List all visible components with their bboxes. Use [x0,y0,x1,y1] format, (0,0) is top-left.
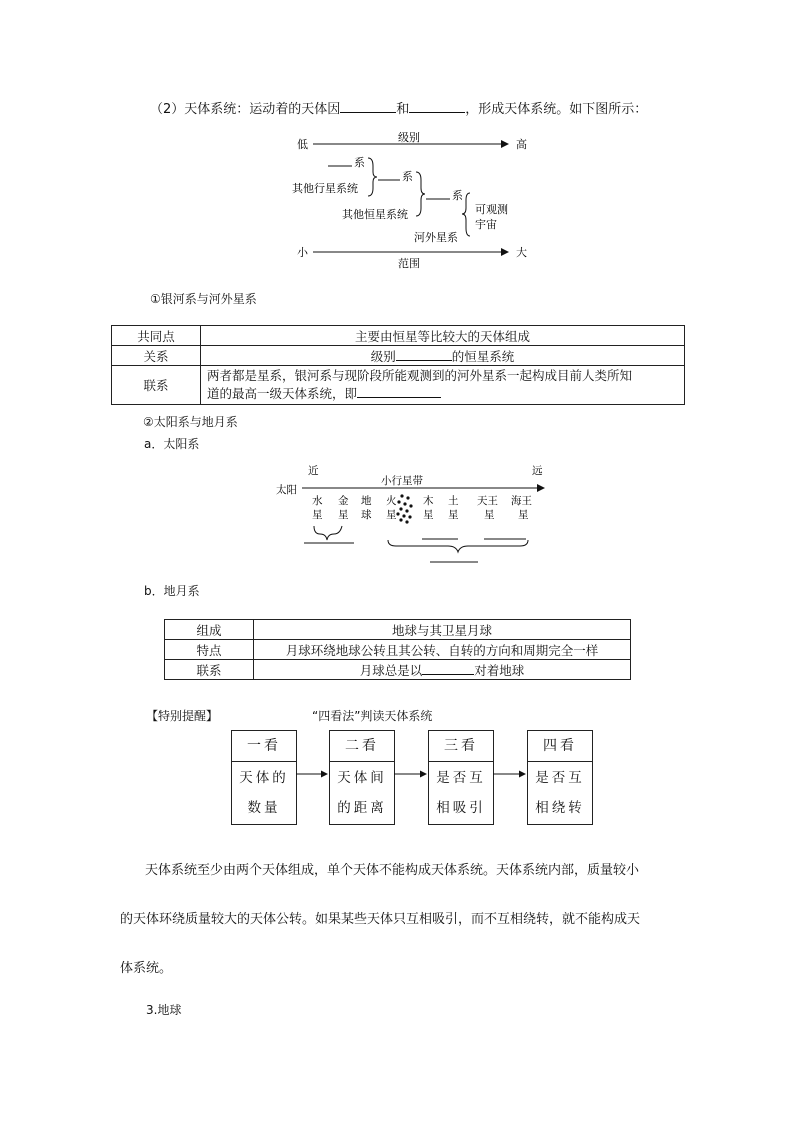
solar-diagram [272,462,562,568]
brace-3 [462,193,470,236]
intro-text-a: （2）天体系统：运动着的天体因 [150,102,341,117]
label-sun: 太阳 [276,484,297,496]
blank-2[interactable] [409,100,465,113]
planet-saturn-b: 星 [448,509,459,521]
asteroid-dots [396,494,412,523]
step-head: 四看 [528,731,592,762]
blank-face[interactable] [422,662,474,675]
label-level: 级别 [398,131,420,144]
earth-moon-sub-b: b．地月系 [144,584,200,598]
row-label: 特点 [165,640,254,660]
table-row [112,366,685,405]
hierarchy-diagram [280,128,540,270]
earth-moon-table [164,619,631,680]
planet-earth: 地 [361,495,372,507]
planet-venus: 金 [338,495,349,507]
planet-neptune: 海王 [511,495,532,507]
row-content: 月球环绕地球公转且其公转、自转的方向和周期完全一样 [254,640,631,660]
step-body: 是否互 相吸引 [436,770,486,816]
planet-uranus-b: 星 [484,509,495,521]
label-other-planet: 其他行星系统 [292,182,358,195]
row-label: 联系 [165,660,254,680]
planet-jupiter: 木 [423,495,434,507]
step-arrows [294,768,530,780]
label-near: 近 [308,465,319,477]
table-row [112,326,685,346]
row-label: 共同点 [112,326,201,346]
tip-title: “四看法”判读天体系统 [312,709,433,723]
step-head: 一看 [232,731,296,762]
table-row [165,660,631,680]
solar-sub-a: a．太阳系 [144,437,200,451]
label-low: 低 [297,138,308,151]
label-big: 大 [516,246,527,259]
step-body: 是否互 相绕转 [535,770,585,816]
brace-outer [388,540,528,552]
solar-heading: ②太阳系与地月系 [143,415,238,429]
label-far: 远 [532,465,543,477]
step-box-4 [527,730,593,825]
row-content: 级别 的恒星系统 [201,346,685,366]
label-extra-galaxy: 河外星系 [414,231,458,244]
label-other-star: 其他恒星系统 [342,208,408,221]
label-universe: 宇宙 [475,218,497,231]
step-head: 三看 [429,731,493,762]
planet-labels [312,494,532,521]
planet-mercury: 水 [312,495,323,507]
blank-universe[interactable] [357,385,441,398]
brace-2 [416,172,425,216]
row-content: 主要由恒星等比较大的天体组成 [201,326,685,346]
step-head: 二看 [330,731,394,762]
row-label: 组成 [165,620,254,640]
step-body: 天体间 的距离 [337,770,387,816]
brace-1 [368,158,377,196]
label-system1: 系 [354,156,365,169]
table-row [165,620,631,640]
step-box-1 [231,730,297,825]
label-high: 高 [516,138,527,151]
section3-heading: 3.地球 [146,1003,182,1017]
planet-mars: 火 [386,495,397,507]
planet-mercury-b: 星 [312,509,323,521]
intro-text-b: 和 [396,102,410,117]
label-system2: 系 [402,170,413,183]
brace-inner [314,526,342,540]
label-scope: 范围 [398,257,420,270]
paragraph-line-3: 体系统。 [120,961,173,976]
planet-venus-b: 星 [338,509,349,521]
row-content: 两者都是星系，银河系与现阶段所能观测到的河外星系一起构成目前人类所知 道的最高一级天体系统，即 [201,366,685,405]
step-body: 天体的 数量 [239,770,289,816]
planet-mars-b: 星 [386,509,397,521]
planet-uranus: 天王 [477,495,498,507]
blank-1[interactable] [340,100,396,113]
intro-text-c: ，形成天体系统。如下图所示： [465,102,648,117]
label-asteroid-belt: 小行星带 [381,475,423,487]
row-content: 地球与其卫星月球 [254,620,631,640]
paragraph-line-2: 的天体环绕质量较大的天体公转。如果某些天体只互相吸引，而不互相绕转，就不能构成天 [120,912,641,927]
label-small: 小 [297,246,308,259]
table-row [165,640,631,660]
row-label: 联系 [112,366,201,405]
paragraph-line-1: 天体系统至少由两个天体组成，单个天体不能构成天体系统。天体系统内部，质量较小 [145,863,640,878]
row-content: 月球总是以 对着地球 [254,660,631,680]
planet-saturn: 土 [448,495,459,507]
planet-jupiter-b: 星 [423,509,434,521]
row-label: 关系 [112,346,201,366]
planet-neptune-b: 星 [518,509,529,521]
galaxy-table [111,325,685,405]
galaxy-heading: ①银河系与河外星系 [150,292,257,306]
section2-intro [150,98,647,117]
planet-earth-b: 球 [361,509,372,521]
label-observable: 可观测 [475,203,508,216]
tip-label: 【特别提醒】 [146,709,219,723]
table-row [112,346,685,366]
blank-level[interactable] [396,348,452,361]
label-system3: 系 [452,189,463,202]
